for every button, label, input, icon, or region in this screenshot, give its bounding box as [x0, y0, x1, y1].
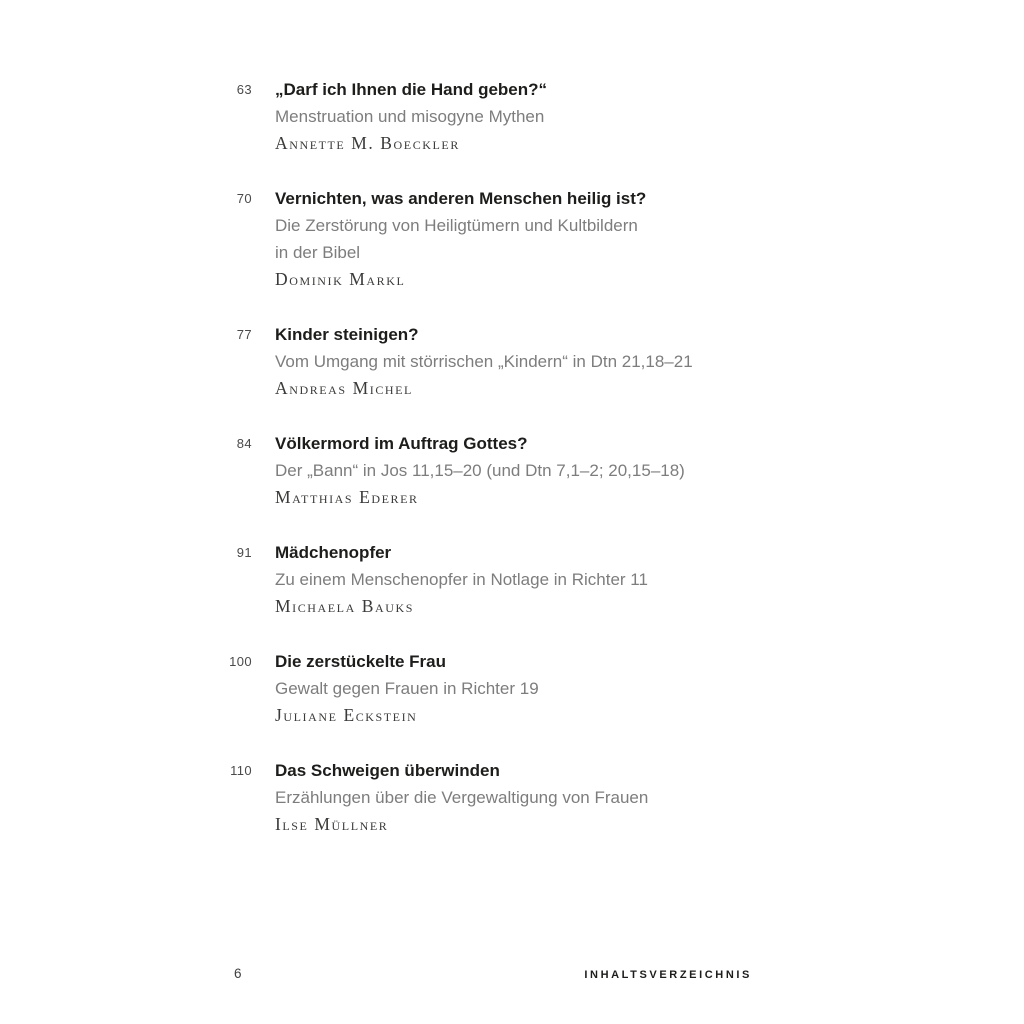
toc-entry: [0, 757, 1024, 838]
entry-subtitle-line: Der „Bann“ in Jos 11,15–20 (und Dtn 7,1–2; 20,15–18): [275, 461, 685, 480]
entry-author: Annette M. Boeckler: [275, 133, 460, 153]
entry-page-number: 100: [229, 654, 252, 669]
toc-entry: [0, 539, 1024, 620]
entry-title: Mädchenopfer: [275, 543, 392, 562]
entry-title: „Darf ich Ihnen die Hand geben?“: [275, 80, 548, 99]
entry-subtitle-line: Zu einem Menschenopfer in Notlage in Richter 11: [275, 570, 648, 589]
entry-page-number: 63: [236, 82, 252, 97]
entry-body: [275, 757, 648, 838]
entry-subtitles: [275, 784, 648, 811]
entry-author: Ilse Müllner: [275, 814, 389, 834]
entry-body: [275, 539, 648, 620]
entry-subtitle-line: Erzählungen über die Vergewaltigung von Frauen: [275, 788, 649, 807]
toc-entry: [0, 76, 1024, 157]
entry-subtitle-line: in der Bibel: [275, 243, 361, 262]
entry-subtitle-line: Menstruation und misogyne Mythen: [275, 107, 545, 126]
toc-entry: [0, 185, 1024, 293]
entry-subtitles: [275, 348, 693, 375]
entry-title: Das Schweigen überwinden: [275, 761, 500, 780]
entry-subtitles: [275, 103, 547, 130]
entry-page-number: 84: [236, 436, 252, 451]
entry-page-number: 70: [236, 191, 252, 206]
entry-subtitle-line: Gewalt gegen Frauen in Richter 19: [275, 679, 539, 698]
entry-subtitles: [275, 675, 539, 702]
toc-entry: [0, 648, 1024, 729]
entry-subtitle-line: Die Zerstörung von Heiligtümern und Kultbildern: [275, 216, 638, 235]
entry-author: Michaela Bauks: [275, 596, 414, 616]
page-footer: [234, 966, 752, 983]
entry-author: Dominik Markl: [275, 269, 406, 289]
entry-title: Völkermord im Auftrag Gottes?: [275, 434, 528, 453]
entry-subtitles: [275, 457, 685, 484]
entry-author: Matthias Ederer: [275, 487, 419, 507]
entry-page-number: 77: [236, 327, 252, 342]
toc-entry: [0, 430, 1024, 511]
entry-page-number: 91: [236, 545, 252, 560]
entry-title: Die zerstückelte Frau: [275, 652, 447, 671]
entry-author: Andreas Michel: [275, 378, 413, 398]
entry-author: Juliane Eckstein: [275, 705, 418, 725]
entry-subtitle-line: Vom Umgang mit störrischen „Kindern“ in Dtn 21,18–21: [275, 352, 693, 371]
entry-body: [275, 185, 646, 293]
entry-body: [275, 321, 693, 402]
entry-body: [275, 648, 539, 729]
toc-entry: [0, 321, 1024, 402]
entry-body: [275, 76, 547, 157]
entry-subtitles: [275, 212, 646, 266]
toc-list: [0, 76, 1024, 866]
entry-title: Vernichten, was anderen Menschen heilig ist?: [275, 189, 647, 208]
entry-subtitles: [275, 566, 648, 593]
entry-body: [275, 430, 685, 511]
entry-title: Kinder steinigen?: [275, 325, 419, 344]
footer-page-number: 6: [234, 966, 242, 981]
entry-page-number: 110: [230, 763, 252, 778]
footer-section-label: INHALTSVERZEICHNIS: [584, 969, 752, 981]
